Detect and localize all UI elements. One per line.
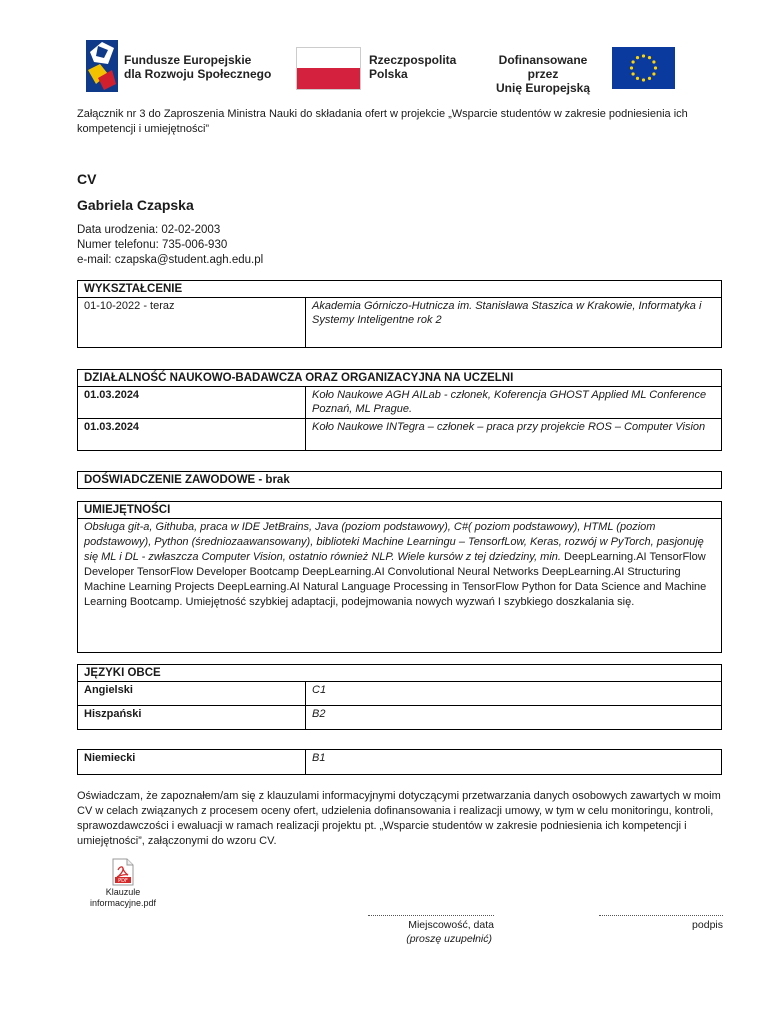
language-name: Angielski [78,682,306,706]
email-address[interactable]: e-mail: czapska@student.agh.edu.pl [77,254,264,266]
fe-line2: dla Rozwoju Społecznego [124,67,272,81]
signature-line [599,915,723,916]
cv-title: CV [77,171,97,187]
attachment-name-line2: informacyjne.pdf [89,898,157,908]
table-row [78,419,722,451]
intro-text: Załącznik nr 3 do Zaproszenia Ministra Nauki do składania ofert w projekcie „Wsparcie studentów w zakresie podniesienia ich kompetencji i umiejętności” [77,108,688,135]
rp-line1: Rzeczpospolita [369,53,457,67]
table-row [78,298,722,348]
activity-date: 01.03.2024 [78,419,306,451]
ue-line1: Dofinansowane przez [498,53,588,81]
header-logos [0,0,768,100]
fe-line1: Fundusze Europejskie [124,53,252,67]
education-desc: Akademia Górniczo-Hutnicza im. Stanisława Staszica w Krakowie, Informatyka i Systemy Inteligentne rok 2 [306,298,722,348]
activity-table [77,369,722,451]
table-row [78,706,722,730]
skills-text-courses: DeepLearning.AI TensorFlow Developer TensorFlow Developer Bootcamp DeepLearning.AI Convolutional Neural Networks DeepLearning.AI Structuring Machine Learning Projects DeepLearning.AI Natural Language Processing in TensorFlow Python for Data Science and Machine Learning Bootcamp. Umiejętność szybkiej adaptacji, podejmowania nowych wyzwań I szybkiego doszkalania się. [84,551,707,608]
place-date-line [368,915,494,916]
experience-table [77,471,722,489]
table-row [78,519,722,653]
skills-header: UMIEJĘTNOŚCI [78,502,722,519]
table-row [78,750,722,775]
language-level: C1 [306,682,722,706]
birth-date: Data urodzenia: 02-02-2003 [77,224,221,236]
skills-text-italic: Obsługa git-a, Githuba, praca w IDE JetBrains, Java (poziom podstawowy), C#( poziom podstawowy), HTML (poziom podstawowy), Python (średniozaawansowany), biblioteki Machine Learningu – TensorfLow, Keras, rozwój w PyTorch, pasjonuję się ML i DL - zwłaszcza Computer Vision, ostatnio również NLP. Wiele kursów z tej dziedziny, min. [84,521,704,563]
phone-number: Numer telefonu: 735-006-930 [77,239,228,251]
polish-flag-icon [296,47,361,90]
language-name: Niemiecki [78,750,306,775]
pdf-attachment[interactable] [88,858,158,909]
language-level: B1 [306,750,722,775]
activity-desc: Koło Naukowe AGH AILab - członek, Koferencja GHOST Applied ML Conference Poznań, ML Prague. [306,387,722,419]
eu-flag-icon [612,47,675,89]
rp-logo-text [369,53,456,81]
person-name: Gabriela Czapska [77,197,194,213]
ue-logo-text [482,53,604,95]
attachment-name-line1: Klauzule [105,887,141,897]
rp-line2: Polska [369,67,408,81]
education-header: WYKSZTAŁCENIE [78,281,722,298]
language-level: B2 [306,706,722,730]
education-date: 01-10-2022 - teraz [78,298,306,348]
pdf-file-icon [111,858,135,886]
experience-header: DOŚWIADCZENIE ZAWODOWE - brak [78,472,722,489]
fe-logo-text [124,53,271,81]
consent-text: Oświadczam, że zapoznałem/am się z klauzulami informacyjnymi dotyczącymi przetwarzania danych osobowych zawartych w moim CV w celach związanych z procesem oceny ofert, udzielenia dofinansowania i realizacji umowy, w tym w celu monitoringu, kontroli, sprawozdawczości i ewaluacji w ramach realizacji projektu pt. „Wsparcie studentów w zakresie podniesienia ich kompetencji i umiejętności”, załączonymi do wzoru CV. [77,790,721,847]
activity-date: 01.03.2024 [78,387,306,419]
pdf-icon-text: PDF [118,878,128,884]
place-date-hint: (proszę uzupełnić) [406,933,492,945]
language-name: Hiszpański [78,706,306,730]
signature-label: podpis [692,919,723,931]
place-date-label: Miejscowość, data [408,919,494,931]
languages-header: JĘZYKI OBCE [78,665,722,682]
fundusze-europejskie-logo-icon [86,40,118,92]
table-row [78,682,722,706]
skills-content [78,519,722,653]
education-table [77,280,722,348]
activity-desc: Koło Naukowe INTegra – członek – praca przy projekcie ROS – Computer Vision [306,419,722,451]
languages-extra-table [77,749,722,775]
ue-line2: Unię Europejską [495,81,591,95]
skills-table [77,501,722,653]
table-row [78,387,722,419]
languages-table [77,664,722,730]
activity-header: DZIAŁALNOŚĆ NAUKOWO-BADAWCZA ORAZ ORGANIZACYJNA NA UCZELNI [78,370,722,387]
